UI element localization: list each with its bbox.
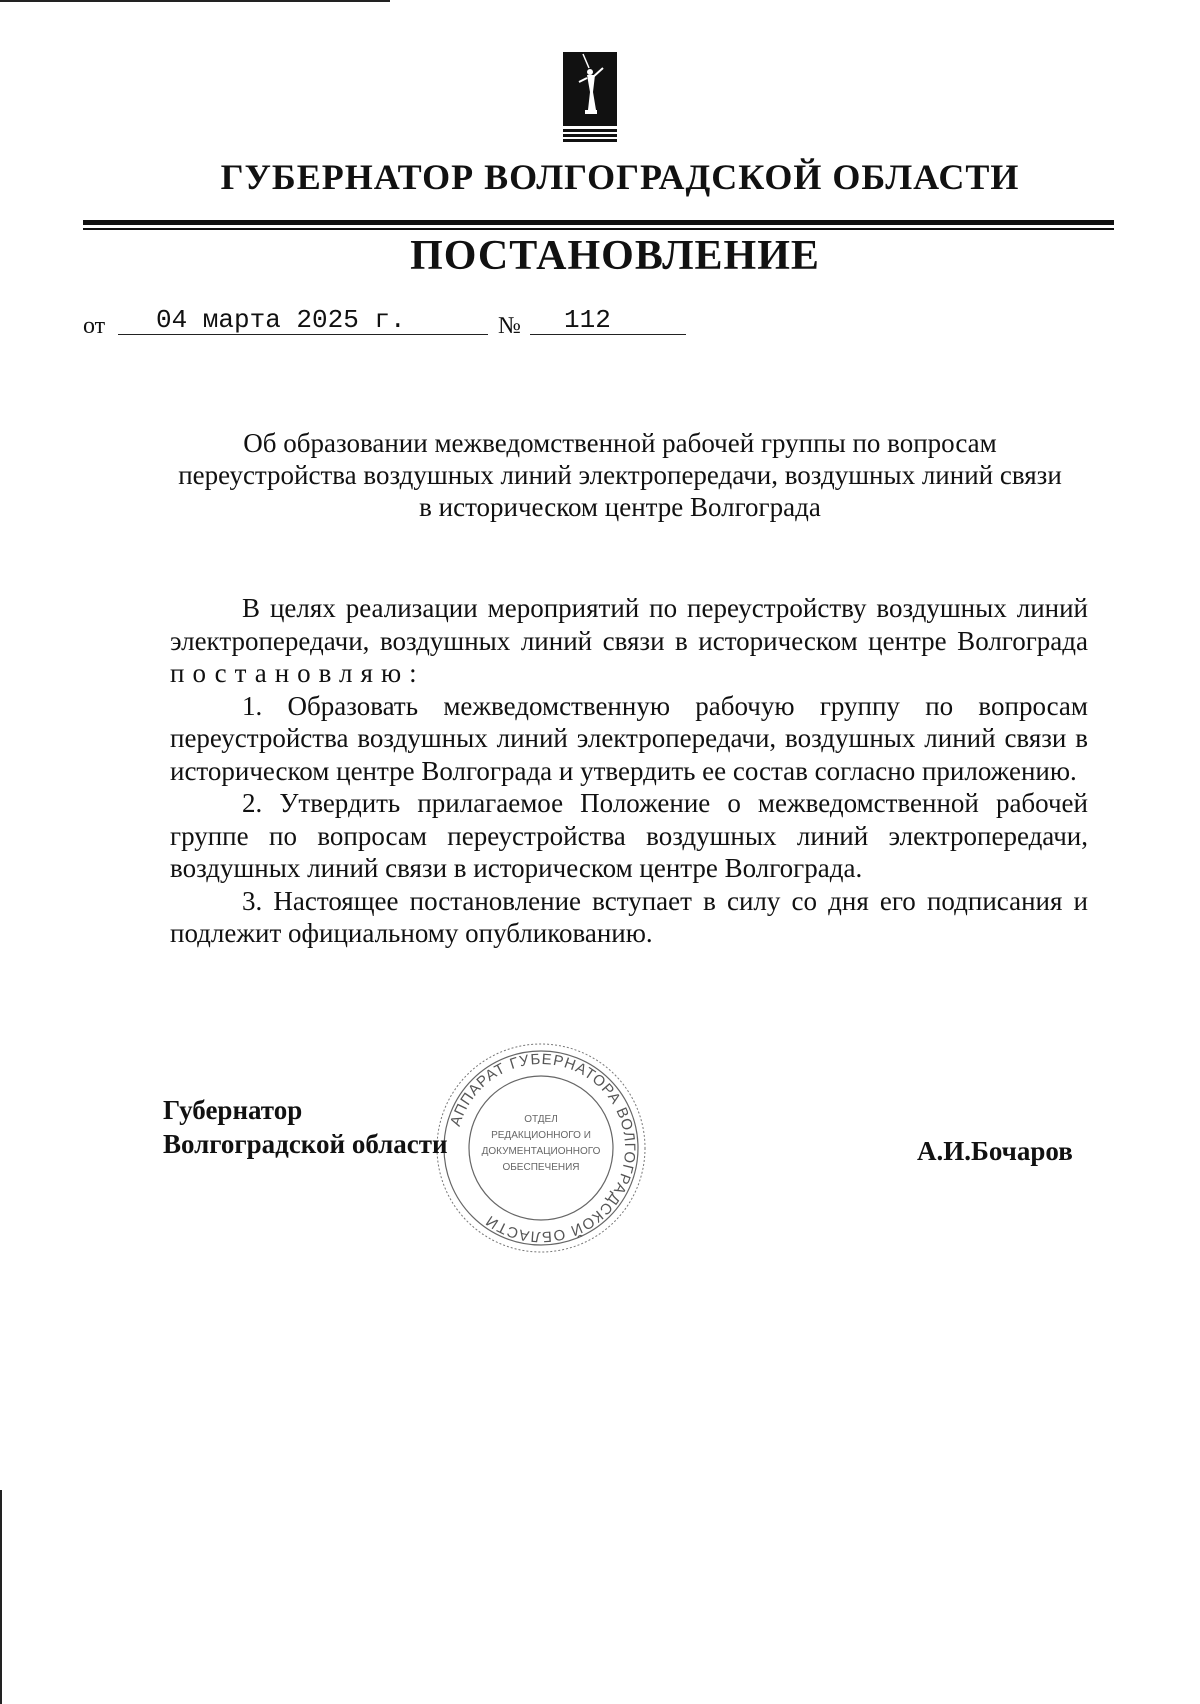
official-seal-stamp	[433, 1040, 649, 1256]
signer-name: А.И.Бочаров	[917, 1136, 1073, 1166]
scan-edge-left	[0, 1490, 2, 1704]
seal-outer-path: АППАРАТ ГУБЕРНАТОРА ВОЛГОГРАДСКОЙ ОБЛАСТИ	[447, 1050, 639, 1246]
authority-title: ГУБЕРНАТОР ВОЛГОГРАДСКОЙ ОБЛАСТИ	[220, 157, 1020, 197]
header-rule-thick	[83, 220, 1114, 225]
seal-inner-line: ДОКУМЕНТАЦИОННОГО	[481, 1146, 601, 1157]
seal-inner-line: ОБЕСПЕЧЕНИЯ	[502, 1162, 580, 1173]
number-sign: №	[498, 313, 521, 339]
seal-inner-line: ОТДЕЛ	[524, 1114, 558, 1125]
body-intro-keyword: постановляю:	[170, 658, 425, 688]
document-date: 04 марта 2025 г.	[118, 305, 488, 335]
body-item: 1. Образовать межведомственную рабочую группу по вопросам переустройства воздушных линий электропередачи, воздушных линий связи в историческом центре Волгограда и утвердить ее состав согласно приложению.	[170, 690, 1088, 786]
body-item: 3. Настоящее постановление вступает в силу со дня его подписания и подлежит официальному опубликованию.	[170, 885, 1088, 948]
date-number-row	[0, 305, 1200, 345]
signer-position	[163, 1093, 448, 1161]
body-item: 2. Утвердить прилагаемое Положение о межведомственной рабочей группе по вопросам переустройства воздушных линий электропередачи, воздушных линий связи в историческом центре Волгограда.	[170, 788, 1088, 883]
document-body	[170, 592, 1088, 950]
body-intro-text: В целях реализации мероприятий по переустройству воздушных линий электропередачи, воздушных линий связи в историческом центре Волгограда	[170, 593, 1088, 656]
date-prefix: от	[83, 313, 106, 339]
document-type: ПОСТАНОВЛЕНИЕ	[410, 233, 820, 279]
signer-position-line: Волгоградской области	[163, 1129, 448, 1159]
body-intro	[170, 592, 1088, 690]
document-subject: Об образовании межведомственной рабочей группы по вопросам переустройства воздушных линий электропередачи, воздушных линий связи в историческом центре Волгограда	[178, 428, 1062, 522]
document-number: 112	[530, 305, 686, 335]
scan-edge-top	[0, 0, 390, 2]
signer-position-line: Губернатор	[163, 1095, 303, 1125]
volgograd-emblem-icon	[563, 52, 617, 144]
header-rule-thin	[83, 228, 1114, 230]
seal-inner-line: РЕДАКЦИОННОГО И	[491, 1130, 591, 1141]
